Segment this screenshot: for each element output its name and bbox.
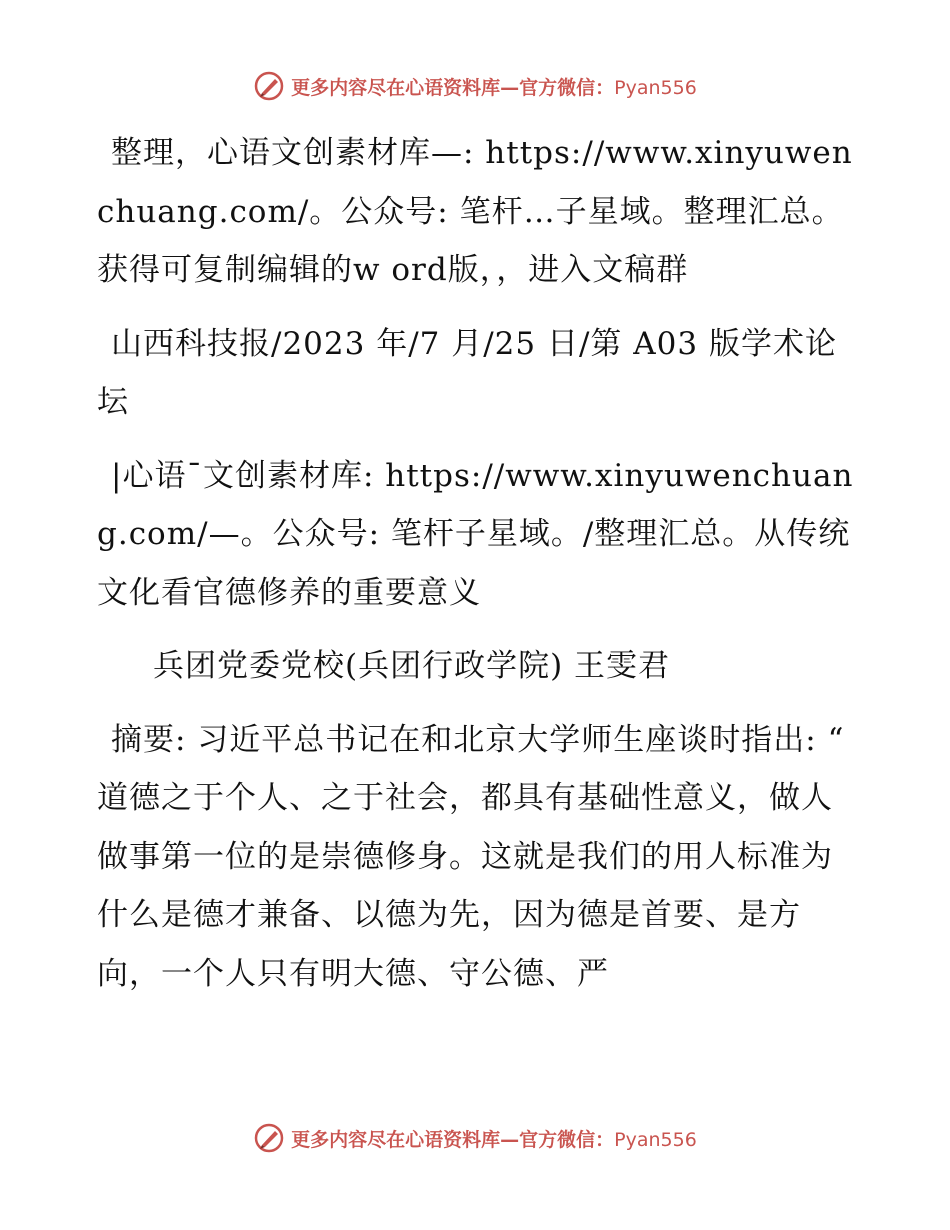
pen-seal-icon [253,1122,285,1154]
document-body [97,124,857,1003]
banner-text: 更多内容尽在心语资料库—官方微信：Pyan556 [291,76,697,99]
paragraph-author: 兵团党委党校(兵团行政学院) 王雯君 [153,648,671,684]
paragraph-title: |心语¯文创素材库: https://www.xinyuwenchuang.com/—。公众号: 笔杆子星域。/整理汇总。从传统文化看官德修养的重要意义 [97,457,854,611]
banner-text: 更多内容尽在心语资料库—官方微信：Pyan556 [291,1128,697,1151]
wechat-id: Pyan556 [614,76,697,99]
paragraph-abstract: 摘要: 习近平总书记在和北京大学师生座谈时指出: “ 道德之于个人、之于社会，都具有基础性意义，做人做事第一位的是崇德修身。这就是我们的用人标准为什么是德才兼备、以德为先，因为德是首要、是方向，一个人只有明大德、守公德、严 [97,721,845,992]
footer-banner [0,1122,950,1154]
wechat-id: Pyan556 [614,1128,697,1151]
paragraph-source: 山西科技报/2023 年/7 月/25 日/第 A03 版学术论坛 [97,325,837,420]
header-banner [0,70,950,102]
paragraph-intro: 整理，心语文创素材库—: https://www.xinyuwenchuang.com/。公众号: 笔杆…子星域。整理汇总。获得可复制编辑的w ord版，，进入文稿群 [97,135,853,288]
pen-seal-icon [253,70,285,102]
